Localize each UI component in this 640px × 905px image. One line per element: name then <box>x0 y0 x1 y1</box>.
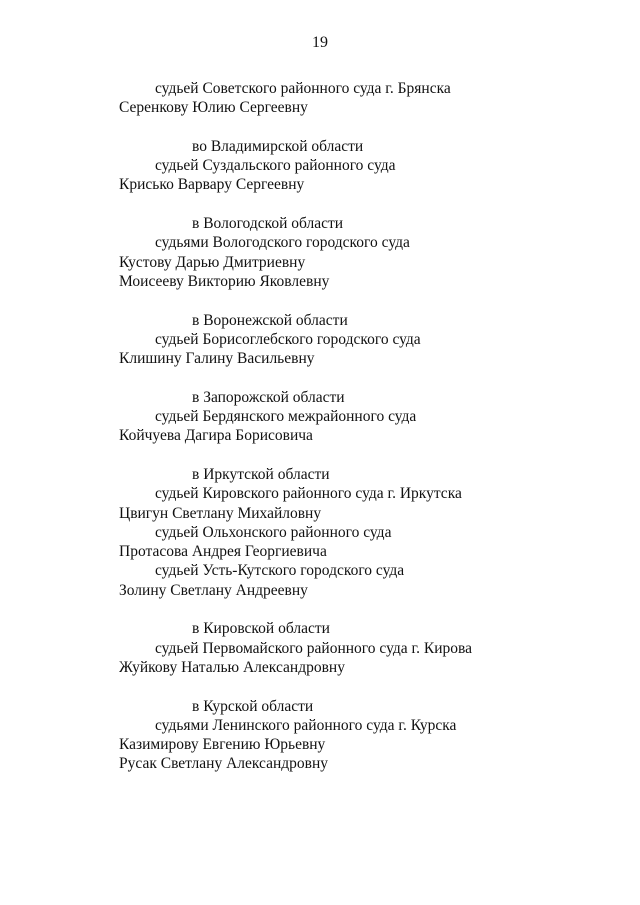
judge-name: Моисееву Викторию Яковлевну <box>119 272 330 290</box>
region-heading: в Воронежской области <box>192 311 348 329</box>
judge-name: Цвигун Светлану Михайловну <box>119 504 322 522</box>
judge-name: Серенкову Юлию Сергеевну <box>119 99 308 117</box>
region-heading: в Запорожской области <box>192 388 345 406</box>
document-body <box>119 79 619 774</box>
court-appointment: судьями Вологодского городского суда <box>155 234 410 252</box>
region-heading: в Иркутской области <box>192 465 330 483</box>
court-appointment: судьей Советского районного суда г. Брянска <box>155 80 451 97</box>
judge-name: Кустову Дарью Дмитриевну <box>119 253 306 271</box>
court-appointment: судьей Борисоглебского городского суда <box>155 330 421 348</box>
judge-name: Крисько Варвару Сергеевну <box>119 176 305 194</box>
paragraph-gap <box>119 600 619 619</box>
court-appointment: судьей Кировского районного суда г. Иркутска <box>155 485 462 503</box>
judge-name: Койчуева Дагира Борисовича <box>119 427 313 445</box>
paragraph-gap <box>119 446 619 465</box>
paragraph-gap <box>119 368 619 387</box>
region-heading: во Владимирской области <box>192 137 364 155</box>
court-appointment: судьей Первомайского районного суда г. Кирова <box>155 639 472 657</box>
page-number: 19 <box>312 34 328 51</box>
paragraph-gap <box>119 195 619 214</box>
paragraph-gap <box>119 291 619 310</box>
region-heading: в Кировской области <box>192 620 330 638</box>
court-appointment: судьей Суздальского районного суда <box>155 157 396 175</box>
region-heading: в Курской области <box>192 697 314 715</box>
court-appointment: судьями Ленинского районного суда г. Курска <box>155 716 457 734</box>
paragraph-gap <box>119 677 619 696</box>
court-appointment: судьей Ольхонского районного суда <box>155 523 392 541</box>
judge-name: Жуйкову Наталью Александровну <box>119 658 345 676</box>
judge-name: Клишину Галину Васильевну <box>119 350 315 368</box>
judge-name: Золину Светлану Андреевну <box>119 581 308 599</box>
court-appointment: судьей Усть-Кутского городского суда <box>155 562 405 580</box>
court-appointment: судьей Бердянского межрайонного суда <box>155 408 417 426</box>
judge-name: Русак Светлану Александровну <box>119 755 329 773</box>
region-heading: в Вологодской области <box>192 215 344 233</box>
judge-name: Протасова Андрея Георгиевича <box>119 543 327 561</box>
judge-name: Казимирову Евгению Юрьевну <box>119 736 326 754</box>
paragraph-gap <box>119 118 619 137</box>
